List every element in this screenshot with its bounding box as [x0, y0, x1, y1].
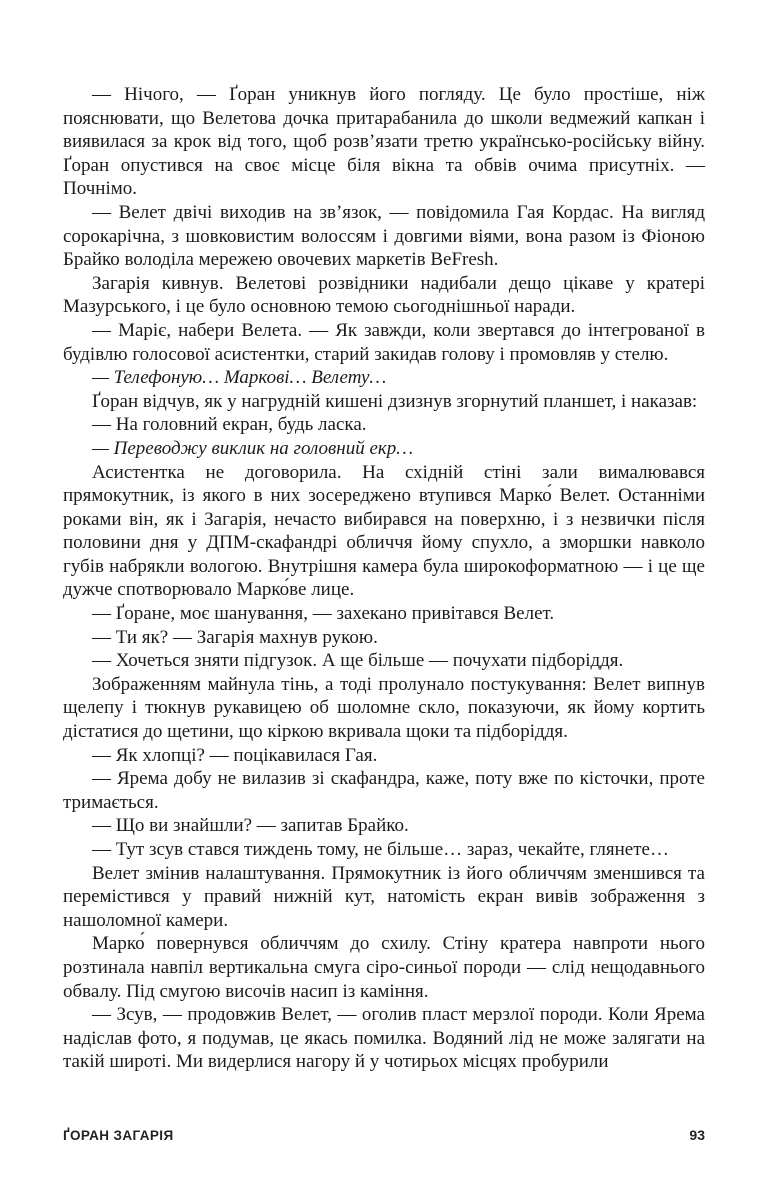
paragraph: Велет змінив налаштування. Прямокутник із його обличчям зменшився та перемістився у правий нижній кут, натомість екран вивів зображення з нашоломної камери. [63, 862, 705, 931]
running-title: ҐОРАН ЗАГАРІЯ [63, 1128, 174, 1143]
paragraph: Марко́ повернувся обличчям до схилу. Стіну кратера навпроти нього розтинала навпіл вертикальна смуга сіро-синьої породи — слід нещодавнього обвалу. Під смугою височів насип із каміння. [63, 933, 705, 1002]
paragraph: — Як хлопці? — поцікавилася Гая. [92, 744, 378, 766]
paragraph: — Що ви знайшли? — запитав Брайко. [92, 815, 409, 837]
paragraph: — Ти як? — Загарія махнув рукою. [92, 626, 378, 648]
paragraph: — Хочеться зняти підгузок. А ще більше — почухати підборіддя. [92, 650, 624, 672]
paragraph: — На головний екран, будь ласка. [92, 414, 367, 436]
paragraph: — Зсув, — продовжив Велет, — оголив пласт мерзлої породи. Коли Ярема надіслав фото, я подумав, це якась помилка. Водяний лід не може залягати на такій широті. Ми видерлися нагору й у чотирьох місцях пробурили [63, 1004, 705, 1073]
page-footer [63, 1127, 705, 1143]
paragraph: — Ґоране, моє шанування, — захекано привітався Велет. [92, 603, 555, 625]
paragraph: Зображенням майнула тінь, а тоді пролунало постукування: Велет випнув щелепу і тюкнув рукавицею об шоломне скло, показуючи, як йому кортить дістатися до щетини, що кіркою вкривала щоки та підборіддя. [63, 673, 705, 743]
paragraph: — Ярема добу не вилазив зі скафандра, каже, поту вже по кісточки, проте тримається. [63, 768, 705, 813]
paragraph: — Нічого, — Ґоран уникнув його погляду. Це було простіше, ніж пояснювати, що Велетова дочка притарабанила до школи ведмежий капкан і виявилася за крок від того, щоб розв’язати третю українсько-російську війну. Ґоран опустився на своє місце біля вікна та обвів очима присутніх. — Почнімо. [63, 84, 705, 200]
paragraph: Загарія кивнув. Велетові розвідники надибали дещо цікаве у кратері Мазурського, і це було основною темою сьогоднішньої наради. [63, 272, 705, 318]
body-text [63, 83, 705, 1074]
page-number: 93 [689, 1127, 705, 1143]
paragraph: — Велет двічі виходив на зв’язок, — повідомила Гая Кордас. На вигляд сорокарічна, з шовковистим волоссям і довгими віями, вона разом із Фіоною Брайко володіла мережею овочевих маркетів BeFresh. [63, 201, 705, 271]
paragraph: Ґоран відчув, як у нагрудній кишені дзизнув згорнутий планшет, і наказав: [92, 390, 698, 412]
paragraph-assistant-speech: — Переводжу виклик на головний екр… [92, 437, 414, 459]
paragraph: — Маріє, набери Велета. — Як завжди, коли звертався до інтегрованої в будівлю голосової асистентки, старий закидав голову і промовляв у стелю. [63, 319, 705, 365]
paragraph-assistant-speech: — Телефоную… Маркові… Велету… [92, 367, 387, 389]
paragraph: Асистентка не договорила. На східній стіні зали вималювався прямокутник, із якого в них зосереджено втупився Марко́ Велет. Останніми роками він, як і Загарія, нечасто вибирався на поверхню, і з незвички після половини дня у ДПМ-скафандрі обличчя йому спухло, а зморшки навколо губів набрякли вологою. Внутрішня камера була широкоформатною — і це ще дужче спотворювало Марко́ве лице. [63, 461, 705, 601]
paragraph: — Тут зсув стався тиждень тому, не більше… зараз, чекайте, глянете… [92, 839, 669, 860]
